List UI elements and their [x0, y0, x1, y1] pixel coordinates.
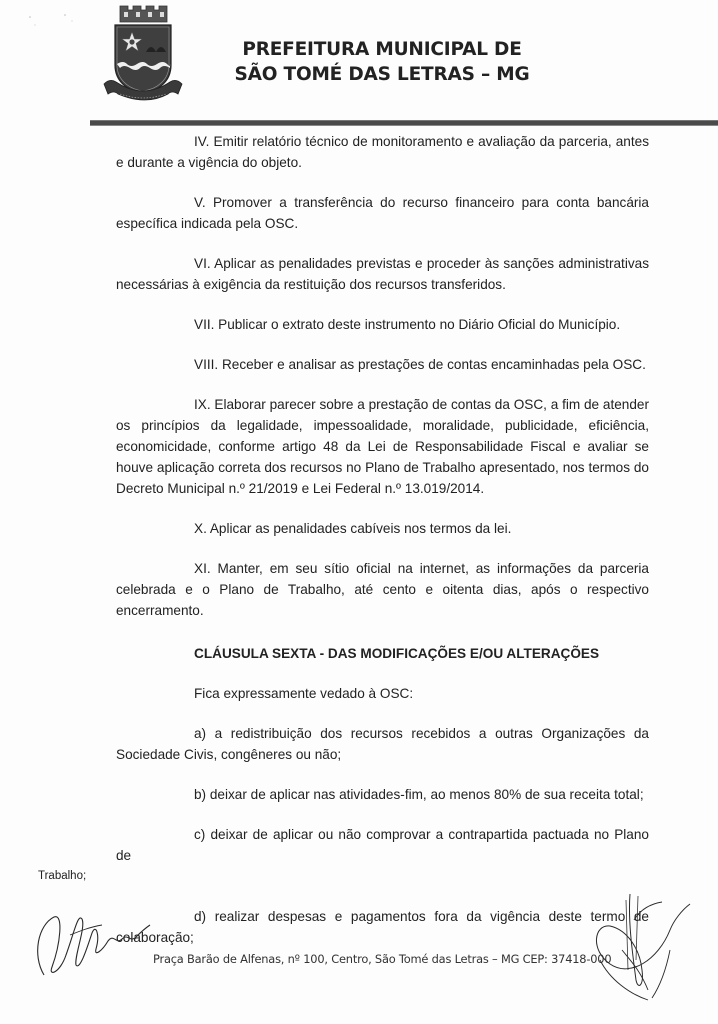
scan-specks — [10, 5, 90, 35]
clause-item-c-line2: Trabalho; — [38, 870, 87, 882]
signature-right — [570, 890, 700, 1005]
header-title-line2: SÃO TOMÉ DAS LETRAS – MG — [234, 64, 530, 85]
header-title-line1: PREFEITURA MUNICIPAL DE — [242, 39, 522, 60]
item-vii: VII. Publicar o extrato deste instrumento no Diário Oficial do Município. — [194, 317, 621, 332]
item-iv: IV. Emitir relatório técnico de monitoramento e avaliação da parceria, antes e durante a vigência do objeto. — [116, 134, 649, 170]
header-divider — [90, 120, 718, 126]
document-body — [38, 131, 649, 948]
signature-left — [30, 905, 170, 985]
clause-item-c — [38, 824, 649, 887]
clause-item-c-line1: c) deixar de aplicar ou não comprovar a contrapartida pactuada no Plano de — [116, 827, 649, 863]
clause-heading: CLÁUSULA SEXTA - DAS MODIFICAÇÕES E/OU ALTERAÇÕES — [194, 646, 600, 661]
item-vi: VI. Aplicar as penalidades previstas e proceder às sanções administrativas necessárias à exigência da restituição dos recursos transferidos. — [116, 256, 649, 292]
item-x: X. Aplicar as penalidades cabíveis nos termos da lei. — [194, 521, 512, 536]
item-v: V. Promover a transferência do recurso financeiro para conta bancária específica indicada pela OSC. — [116, 195, 649, 231]
item-xi: XI. Manter, em seu sítio oficial na internet, as informações da parceria celebrada e o Plano de Trabalho, até cento e oitenta dias, após o respectivo encerramento. — [116, 561, 649, 618]
item-ix: IX. Elaborar parecer sobre a prestação de contas da OSC, a fim de atender os princípios da legalidade, impessoalidade, moralidade, publicidade, eficiência, economicidade, conforme artigo 48 da Lei de Responsabilidade Fiscal e avaliar se houve aplicação correta dos recursos no Plano de Trabalho apresentado, nos termos do Decreto Municipal n.º 21/2019 e Lei Federal n.º 13.019/2014. — [116, 397, 649, 496]
footer-address: Praça Barão de Alfenas, nº 100, Centro, São Tomé das Letras – MG CEP: 37418-000 — [153, 952, 612, 966]
clause-item-d: d) realizar despesas e pagamentos fora da vigência deste termo de colaboração; — [116, 909, 649, 945]
header-title — [232, 37, 532, 87]
item-viii: VIII. Receber e analisar as prestações de contas encaminhadas pela OSC. — [194, 357, 646, 372]
clause-item-b: b) deixar de aplicar nas atividades-fim, ao menos 80% de sua receita total; — [194, 787, 644, 802]
clause-intro: Fica expressamente vedado à OSC: — [194, 686, 414, 701]
clause-item-a: a) a redistribuição dos recursos recebidos a outras Organizações da Sociedade Civis, congêneres ou não; — [116, 726, 649, 762]
municipal-coat-of-arms-icon — [98, 2, 188, 108]
